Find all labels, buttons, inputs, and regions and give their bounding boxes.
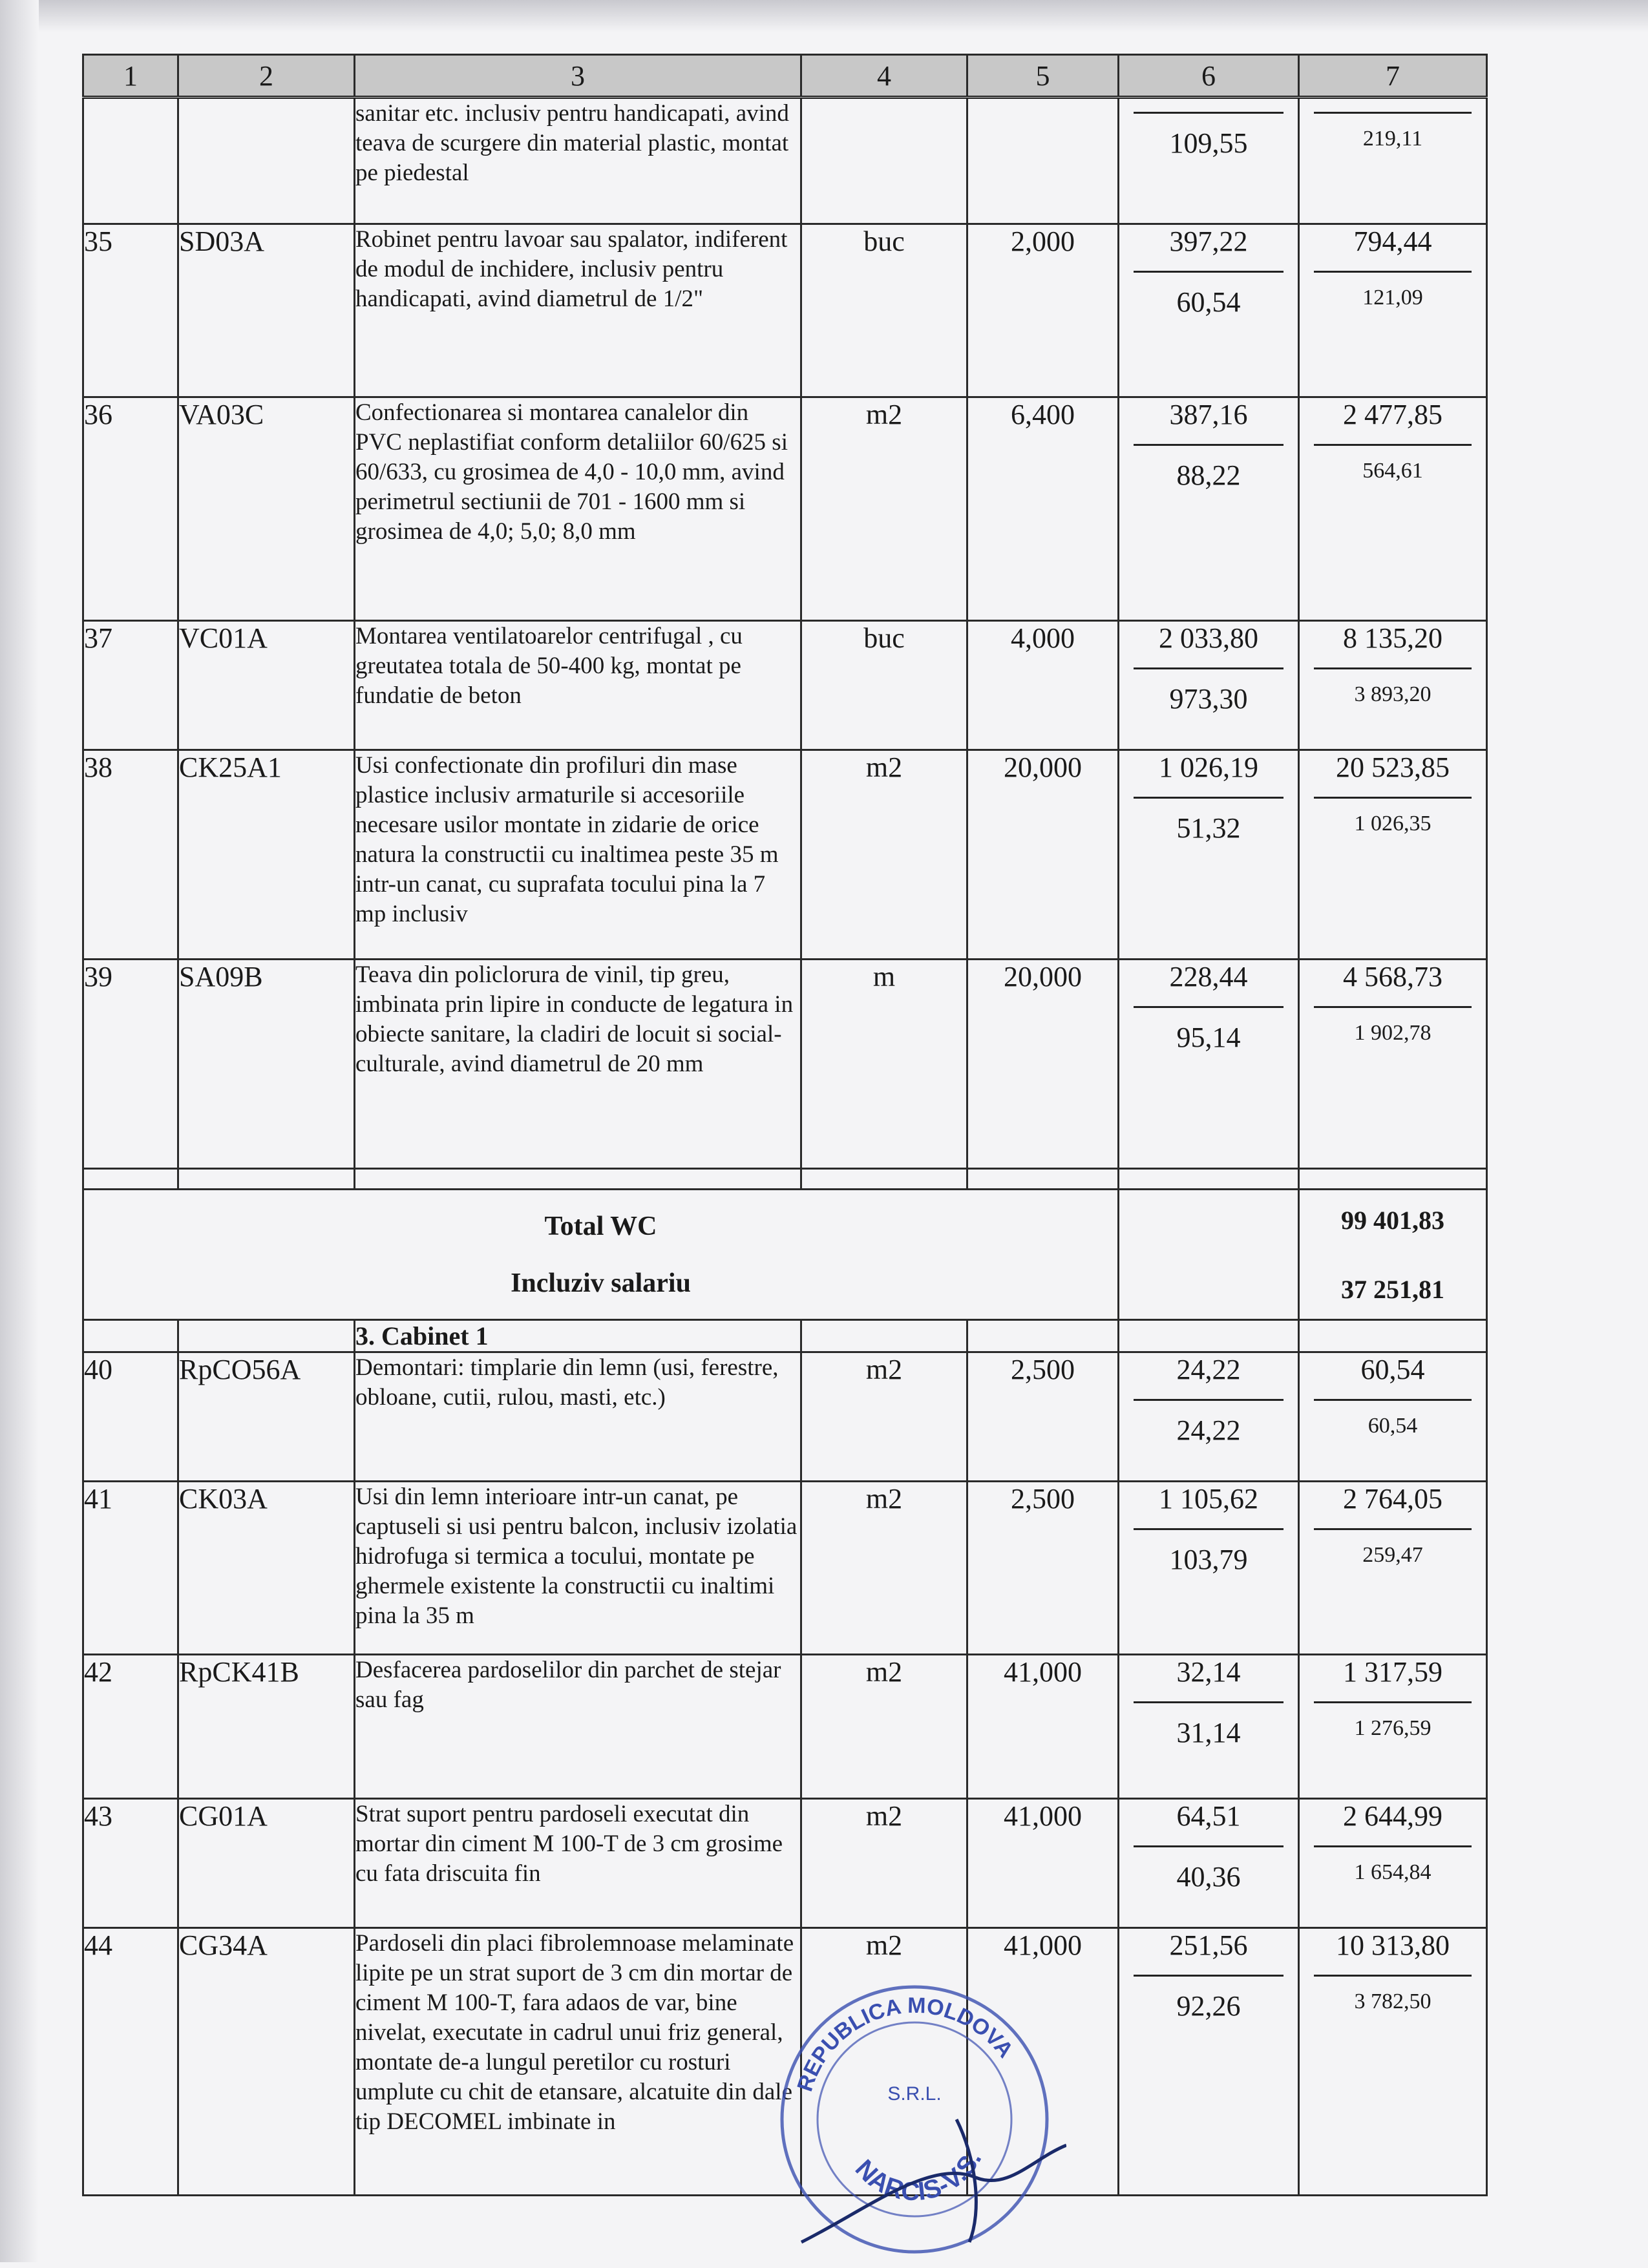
empty-cell <box>1119 1190 1299 1320</box>
value-top: 1 317,59 <box>1343 1656 1442 1688</box>
code-cell: CG34A <box>178 1928 355 2196</box>
code-cell <box>178 98 355 224</box>
value-top: 397,22 <box>1169 226 1248 257</box>
column-header: 3 <box>355 55 801 98</box>
num-cell: 41 <box>83 1482 178 1655</box>
empty-cell <box>83 1169 178 1190</box>
total-cell <box>1299 98 1487 224</box>
value-top: 24,22 <box>1176 1354 1241 1385</box>
num-cell: 44 <box>83 1928 178 2196</box>
value-top: 1 105,62 <box>1159 1483 1258 1515</box>
value-bottom: 103,79 <box>1169 1544 1248 1575</box>
empty-cell <box>967 1169 1119 1190</box>
value-bottom: 95,14 <box>1176 1022 1241 1053</box>
divider <box>1134 1975 1284 1977</box>
column-header: 5 <box>967 55 1119 98</box>
value-bottom: 24,22 <box>1176 1414 1241 1446</box>
num-cell: 38 <box>83 750 178 960</box>
value-top: 794,44 <box>1353 226 1432 257</box>
num-cell: 39 <box>83 960 178 1169</box>
divider <box>1314 1845 1472 1847</box>
value-bottom: 1 276,59 <box>1354 1716 1431 1740</box>
qty-cell <box>967 98 1119 224</box>
price-cell <box>1119 397 1299 621</box>
column-header: 1 <box>83 55 178 98</box>
empty-cell <box>178 1320 355 1352</box>
empty-cell <box>1119 1320 1299 1352</box>
svg-text:REPUBLICA MOLDOVA: REPUBLICA MOLDOVA <box>792 1993 1019 2095</box>
estimate-table <box>82 54 1488 2196</box>
qty-cell: 2,000 <box>967 224 1119 397</box>
divider <box>1134 1845 1284 1847</box>
num-cell: 43 <box>83 1799 178 1928</box>
empty-cell <box>355 1169 801 1190</box>
column-header: 4 <box>801 55 967 98</box>
total-cell <box>1299 1482 1487 1655</box>
table-row <box>83 397 1487 621</box>
table-row <box>83 1799 1487 1928</box>
svg-text:S.R.L.: S.R.L. <box>887 2083 942 2105</box>
table-row <box>83 224 1487 397</box>
column-header: 6 <box>1119 55 1299 98</box>
empty-cell <box>801 1320 967 1352</box>
price-cell <box>1119 1799 1299 1928</box>
description-cell: sanitar etc. inclusiv pentru handicapati, avind teava de scurgere din material plastic, montat pe piedestal <box>355 98 801 224</box>
total-cell <box>1299 750 1487 960</box>
empty-cell <box>801 1169 967 1190</box>
unit-cell: m2 <box>801 750 967 960</box>
description-cell: Usi confectionate din profiluri din mase plastice inclusiv armaturile si accesoriile necesare usilor montate in zidarie de orice natura la constructii cu inaltimea peste 35 m intr-un canat, cu suprafata tocului pina la 7 mp inclusiv <box>355 750 801 960</box>
unit-cell: m2 <box>801 1352 967 1482</box>
price-cell <box>1119 1928 1299 2196</box>
column-header-row <box>83 55 1487 98</box>
salary-label: Incluziv salariu <box>511 1268 691 1298</box>
description-cell: Desfacerea pardoselilor din parchet de stejar sau fag <box>355 1655 801 1799</box>
value-top: 32,14 <box>1176 1656 1241 1688</box>
price-cell <box>1119 1655 1299 1799</box>
value-top: 2 033,80 <box>1159 622 1258 654</box>
divider <box>1134 112 1284 114</box>
divider <box>1314 112 1472 114</box>
code-cell: VC01A <box>178 621 355 750</box>
total-value: 99 401,83 <box>1341 1205 1444 1235</box>
divider <box>1314 444 1472 446</box>
price-cell <box>1119 1482 1299 1655</box>
qty-cell: 6,400 <box>967 397 1119 621</box>
value-top: 10 313,80 <box>1336 1929 1450 1961</box>
unit-cell: m2 <box>801 1928 967 2196</box>
value-bottom: 1 654,84 <box>1354 1860 1431 1884</box>
table-row <box>83 1352 1487 1482</box>
value-top: 4 568,73 <box>1343 961 1442 992</box>
column-header: 7 <box>1299 55 1487 98</box>
total-cell <box>1299 621 1487 750</box>
value-bottom: 1 902,78 <box>1354 1021 1431 1045</box>
empty-cell <box>967 1320 1119 1352</box>
price-cell <box>1119 98 1299 224</box>
description-cell: Robinet pentru lavoar sau spalator, indiferent de modul de inchidere, inclusiv pentru handicapati, avind diametrul de 1/2" <box>355 224 801 397</box>
value-top: 2 644,99 <box>1343 1800 1442 1832</box>
code-cell: SA09B <box>178 960 355 1169</box>
qty-cell: 2,500 <box>967 1482 1119 1655</box>
value-top: 228,44 <box>1169 961 1248 992</box>
unit-cell: m2 <box>801 1655 967 1799</box>
value-bottom: 259,47 <box>1362 1543 1423 1567</box>
value-top: 2 477,85 <box>1343 399 1442 430</box>
divider <box>1134 271 1284 273</box>
unit-cell: m2 <box>801 1799 967 1928</box>
qty-cell: 41,000 <box>967 1799 1119 1928</box>
qty-cell: 20,000 <box>967 750 1119 960</box>
section-row <box>83 1320 1487 1352</box>
code-cell: SD03A <box>178 224 355 397</box>
total-row <box>83 1190 1487 1320</box>
value-top: 8 135,20 <box>1343 622 1442 654</box>
description-cell: Confectionarea si montarea canalelor din PVC neplastifiat conform detaliilor 60/625 si 60/633, cu grosimea de 4,0 - 10,0 mm, avind perimetrul sectiunii de 701 - 1600 mm si grosimea de 4,0; 5,0; 8,0 mm <box>355 397 801 621</box>
value-bottom: 219,11 <box>1362 127 1423 151</box>
total-label-cell <box>83 1190 1119 1320</box>
description-cell: Teava din policlorura de vinil, tip greu, imbinata prin lipire in conducte de legatura in obiecte sanitare, la cladiri de locuit si social-culturale, avind diametrul de 20 mm <box>355 960 801 1169</box>
num-cell: 42 <box>83 1655 178 1799</box>
divider <box>1314 1701 1472 1703</box>
empty-cell <box>1119 1169 1299 1190</box>
value-top: 60,54 <box>1360 1354 1425 1385</box>
unit-cell: buc <box>801 621 967 750</box>
code-cell: VA03C <box>178 397 355 621</box>
value-bottom: 51,32 <box>1176 812 1241 844</box>
total-cell <box>1299 1928 1487 2196</box>
value-top: 64,51 <box>1176 1800 1241 1832</box>
value-bottom: 3 893,20 <box>1354 682 1431 706</box>
total-value-cell <box>1299 1190 1487 1320</box>
scan-shadow <box>0 0 1648 32</box>
divider <box>1314 1528 1472 1530</box>
section-title: 3. Cabinet 1 <box>355 1320 801 1352</box>
value-top: 251,56 <box>1169 1929 1248 1961</box>
value-bottom: 1 026,35 <box>1354 812 1431 835</box>
divider <box>1134 797 1284 799</box>
value-bottom: 973,30 <box>1169 683 1248 715</box>
price-cell <box>1119 224 1299 397</box>
code-cell: CK25A1 <box>178 750 355 960</box>
table-row <box>83 621 1487 750</box>
unit-cell: m <box>801 960 967 1169</box>
num-cell: 37 <box>83 621 178 750</box>
spacer-row <box>83 1169 1487 1190</box>
price-cell <box>1119 960 1299 1169</box>
table-row <box>83 1655 1487 1799</box>
unit-cell: m2 <box>801 397 967 621</box>
description-cell: Pardoseli din placi fibrolemnoase melaminate lipite pe un strat suport de 3 cm din mortar de ciment M 100-T, fara adaos de var, bine nivelat, executate in cadrul unui friz general, montate de-a lungul peretilor cu rosturi umplute cu chit de etansare, alcatuite din dale tip DECOMEL imbinate in <box>355 1928 801 2196</box>
table-row <box>83 1482 1487 1655</box>
value-bottom: 3 782,50 <box>1354 1990 1431 2013</box>
num-cell: 36 <box>83 397 178 621</box>
qty-cell: 2,500 <box>967 1352 1119 1482</box>
page-edge <box>0 0 39 2262</box>
price-cell <box>1119 621 1299 750</box>
unit-cell: m2 <box>801 1482 967 1655</box>
total-title: Total WC <box>544 1211 657 1241</box>
qty-cell: 20,000 <box>967 960 1119 1169</box>
divider <box>1314 1006 1472 1008</box>
continuation-row <box>83 98 1487 224</box>
divider <box>1314 1399 1472 1401</box>
total-cell <box>1299 224 1487 397</box>
price-cell <box>1119 1352 1299 1482</box>
num-cell: 40 <box>83 1352 178 1482</box>
price-cell <box>1119 750 1299 960</box>
description-cell: Strat suport pentru pardoseli executat din mortar din ciment M 100-T de 3 cm grosime cu fata driscuita fin <box>355 1799 801 1928</box>
description-cell: Usi din lemn interioare intr-un canat, pe captuseli si usi pentru balcon, inclusiv izolatia hidrofuga si termica a tocului, montate pe ghermele existente la constructii cu inaltimi pina la 35 m <box>355 1482 801 1655</box>
value-bottom: 564,61 <box>1362 459 1423 483</box>
value-bottom: 92,26 <box>1176 1990 1241 2022</box>
divider <box>1314 797 1472 799</box>
code-cell: CK03A <box>178 1482 355 1655</box>
unit-cell: buc <box>801 224 967 397</box>
table-row <box>83 750 1487 960</box>
qty-cell: 41,000 <box>967 1655 1119 1799</box>
divider <box>1134 1399 1284 1401</box>
value-top: 387,16 <box>1169 399 1248 430</box>
total-cell <box>1299 397 1487 621</box>
total-cell <box>1299 1352 1487 1482</box>
value-bottom: 109,55 <box>1169 127 1248 159</box>
value-bottom: 40,36 <box>1176 1861 1241 1893</box>
value-bottom: 60,54 <box>1368 1414 1418 1438</box>
value-bottom: 60,54 <box>1176 286 1241 318</box>
column-header: 2 <box>178 55 355 98</box>
num-cell <box>83 98 178 224</box>
total-cell <box>1299 1799 1487 1928</box>
qty-cell: 4,000 <box>967 621 1119 750</box>
divider <box>1134 1528 1284 1530</box>
empty-cell <box>1299 1169 1487 1190</box>
divider <box>1314 667 1472 669</box>
company-stamp <box>763 1964 1066 2268</box>
svg-text:NARCIS-V.S.: NARCIS-V.S. <box>849 2147 988 2207</box>
empty-cell <box>178 1169 355 1190</box>
divider <box>1314 1975 1472 1977</box>
salary-value: 37 251,81 <box>1341 1274 1444 1304</box>
table-row <box>83 960 1487 1169</box>
description-cell: Montarea ventilatoarelor centrifugal , cu greutatea totala de 50-400 kg, montat pe fundatie de beton <box>355 621 801 750</box>
code-cell: RpCO56A <box>178 1352 355 1482</box>
empty-cell <box>83 1320 178 1352</box>
value-bottom: 88,22 <box>1176 459 1241 491</box>
value-top: 1 026,19 <box>1159 751 1258 783</box>
description-cell: Demontari: timplarie din lemn (usi, ferestre, obloane, cutii, rulou, masti, etc.) <box>355 1352 801 1482</box>
divider <box>1134 1006 1284 1008</box>
divider <box>1134 444 1284 446</box>
code-cell: CG01A <box>178 1799 355 1928</box>
divider <box>1134 1701 1284 1703</box>
divider <box>1134 667 1284 669</box>
value-bottom: 31,14 <box>1176 1717 1241 1748</box>
total-cell <box>1299 960 1487 1169</box>
unit-cell <box>801 98 967 224</box>
divider <box>1314 271 1472 273</box>
code-cell: RpCK41B <box>178 1655 355 1799</box>
value-bottom: 121,09 <box>1362 286 1423 310</box>
total-cell <box>1299 1655 1487 1799</box>
num-cell: 35 <box>83 224 178 397</box>
value-top: 20 523,85 <box>1336 751 1450 783</box>
value-top: 2 764,05 <box>1343 1483 1442 1515</box>
qty-cell: 41,000 <box>967 1928 1119 2196</box>
empty-cell <box>1299 1320 1487 1352</box>
